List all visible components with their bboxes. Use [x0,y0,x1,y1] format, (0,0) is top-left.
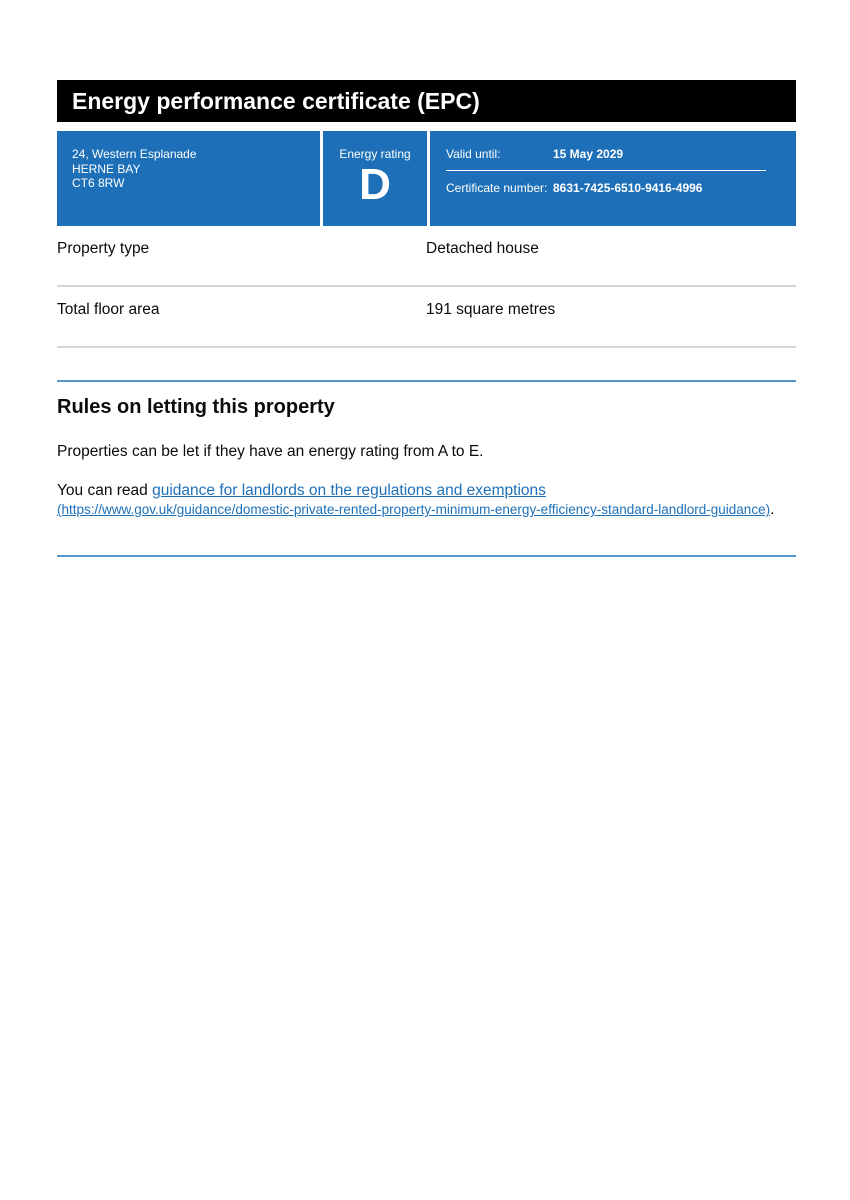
energy-rating-letter: D [359,160,391,209]
certificate-number-row [446,181,766,195]
valid-until-row [446,147,766,161]
valid-until-value: 15 May 2029 [553,147,624,161]
property-type-label: Property type [57,240,150,257]
letting-rules-paragraph: Properties can be let if they have an energy rating from A to E. [57,443,484,460]
section-bottom-rule [57,555,796,557]
floor-area-row [57,287,796,348]
certificate-details [430,131,796,226]
guidance-paragraph [57,461,796,519]
guidance-prefix: You can read [57,482,153,499]
certificate-number-label: Certificate number: [446,181,548,195]
floor-area-label: Total floor area [57,301,160,318]
guidance-link[interactable]: guidance for landlords on the regulations and exemptions [152,482,546,499]
property-type-value: Detached house [426,240,539,257]
page-title [57,80,796,122]
guidance-link-url[interactable]: (https://www.gov.uk/guidance/domestic-private-rented-property-minimum-energy-efficiency-standard-landlord-guidance) [57,502,771,517]
energy-rating-label: Energy rating [339,147,411,161]
floor-area-value: 191 square metres [426,301,556,318]
address-line-3: CT6 8RW [72,176,125,190]
property-address [57,131,320,226]
address-line-1: 24, Western Esplanade [72,147,197,161]
certificate-divider [446,170,766,171]
valid-until-label: Valid until: [446,147,501,161]
letting-rules-heading: Rules on letting this property [57,396,335,418]
property-type-row [57,226,796,287]
property-details-list [57,226,796,348]
energy-rating-box [323,131,427,226]
guidance-suffix: . [770,501,775,518]
certificate-number-value: 8631-7425-6510-9416-4996 [553,181,703,195]
letting-rules-section [57,380,796,557]
epc-document [57,80,796,557]
address-line-2: HERNE BAY [72,161,141,176]
certificate-summary [57,131,796,226]
page-title-text: Energy performance certificate (EPC) [72,87,480,114]
